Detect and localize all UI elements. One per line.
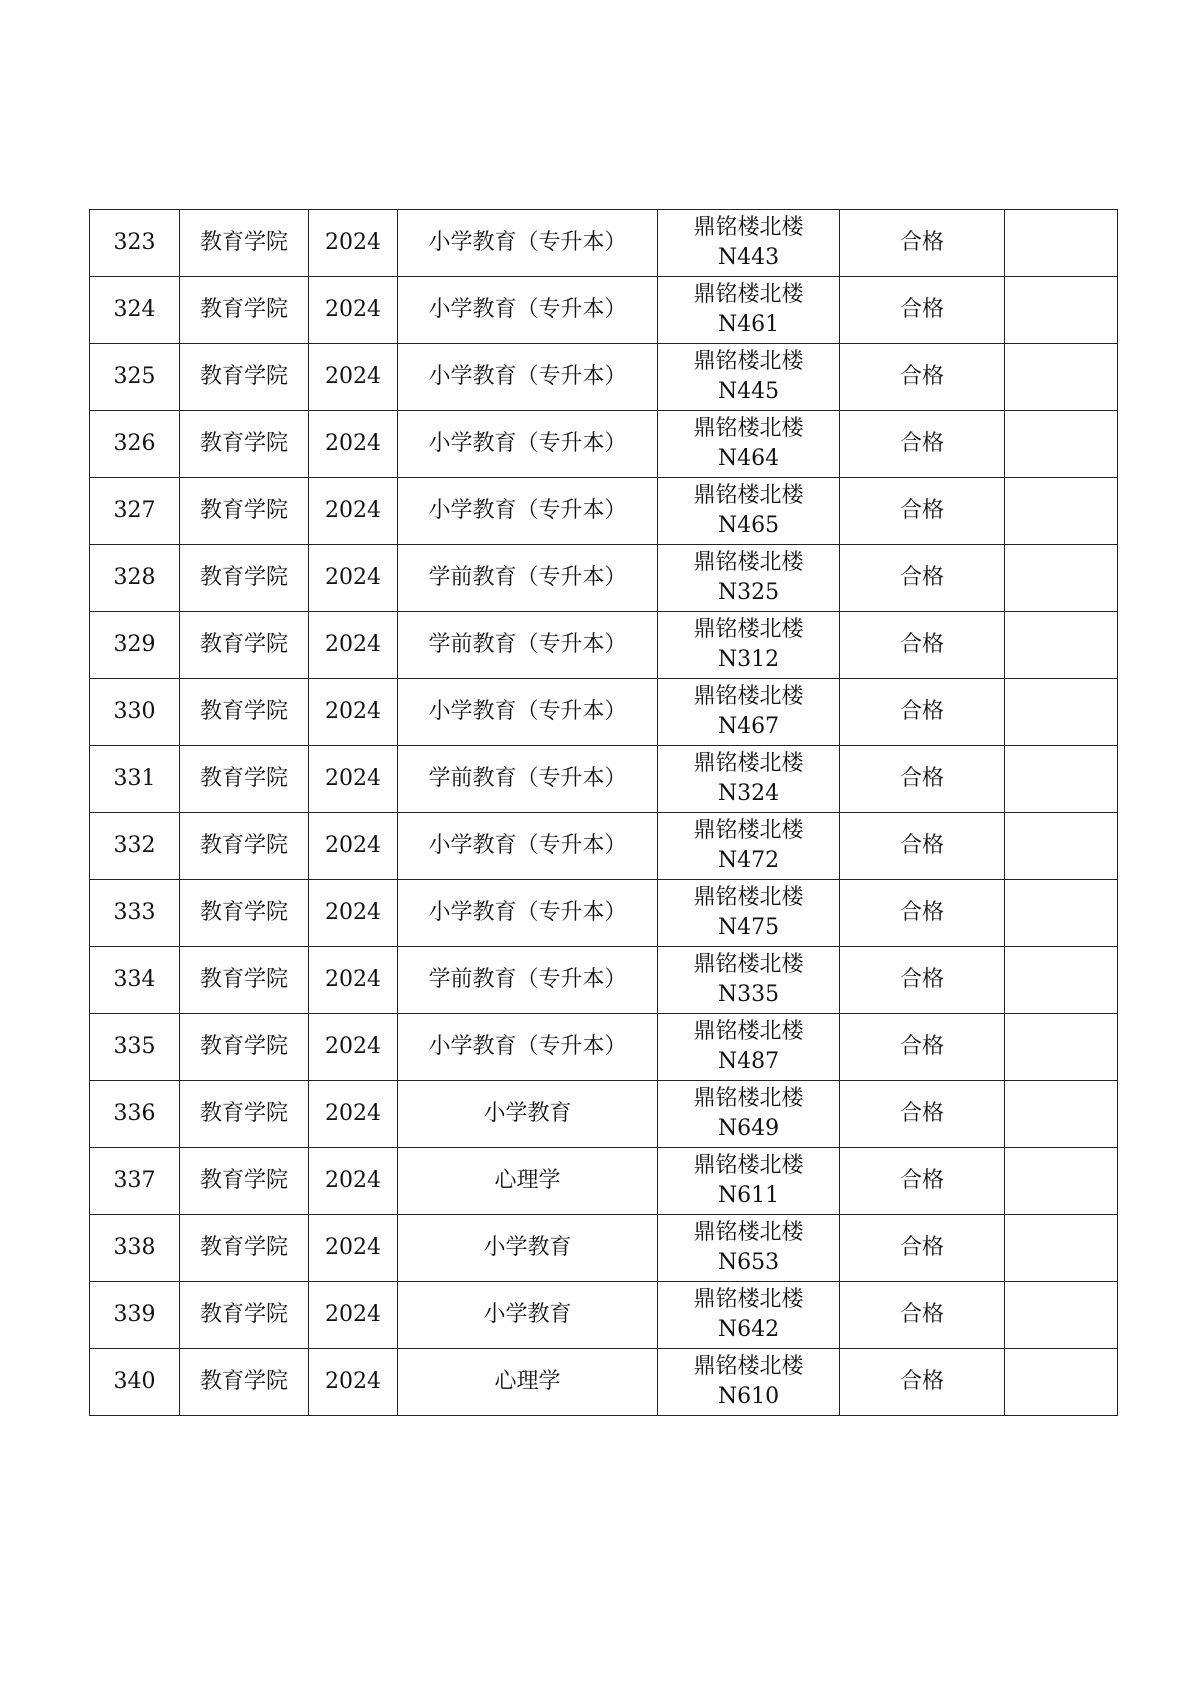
cell-remark	[1005, 1215, 1118, 1282]
cell-college: 教育学院	[180, 1081, 309, 1148]
cell-result: 合格	[840, 1282, 1005, 1349]
cell-remark	[1005, 277, 1118, 344]
cell-location	[658, 1081, 840, 1148]
cell-number: 330	[90, 679, 180, 746]
table-row	[90, 210, 1118, 277]
cell-major: 小学教育（专升本）	[398, 880, 658, 947]
cell-major: 心理学	[398, 1349, 658, 1416]
cell-year: 2024	[309, 679, 398, 746]
cell-number: 332	[90, 813, 180, 880]
cell-result: 合格	[840, 1148, 1005, 1215]
cell-college: 教育学院	[180, 344, 309, 411]
cell-result: 合格	[840, 478, 1005, 545]
table-row	[90, 880, 1118, 947]
cell-location	[658, 478, 840, 545]
location-building: 鼎铭楼北楼	[693, 818, 804, 843]
cell-result: 合格	[840, 612, 1005, 679]
cell-major: 小学教育	[398, 1282, 658, 1349]
cell-college: 教育学院	[180, 478, 309, 545]
cell-major: 小学教育（专升本）	[398, 813, 658, 880]
cell-major: 心理学	[398, 1148, 658, 1215]
cell-result: 合格	[840, 880, 1005, 947]
table-row	[90, 344, 1118, 411]
cell-college: 教育学院	[180, 1215, 309, 1282]
cell-college: 教育学院	[180, 612, 309, 679]
cell-major: 小学教育	[398, 1081, 658, 1148]
cell-college: 教育学院	[180, 746, 309, 813]
table-row	[90, 545, 1118, 612]
cell-year: 2024	[309, 478, 398, 545]
cell-remark	[1005, 210, 1118, 277]
cell-year: 2024	[309, 1148, 398, 1215]
location-building: 鼎铭楼北楼	[693, 684, 804, 709]
cell-number: 336	[90, 1081, 180, 1148]
cell-location	[658, 1014, 840, 1081]
table-row	[90, 813, 1118, 880]
cell-remark	[1005, 1148, 1118, 1215]
cell-number: 328	[90, 545, 180, 612]
cell-remark	[1005, 679, 1118, 746]
cell-major: 学前教育（专升本）	[398, 947, 658, 1014]
cell-year: 2024	[309, 1014, 398, 1081]
location-building: 鼎铭楼北楼	[693, 349, 804, 374]
cell-major: 小学教育（专升本）	[398, 411, 658, 478]
cell-college: 教育学院	[180, 1349, 309, 1416]
cell-year: 2024	[309, 277, 398, 344]
cell-year: 2024	[309, 1215, 398, 1282]
cell-location	[658, 1282, 840, 1349]
location-building: 鼎铭楼北楼	[693, 282, 804, 307]
cell-year: 2024	[309, 1081, 398, 1148]
cell-number: 335	[90, 1014, 180, 1081]
cell-remark	[1005, 1349, 1118, 1416]
cell-college: 教育学院	[180, 947, 309, 1014]
cell-number: 340	[90, 1349, 180, 1416]
cell-remark	[1005, 612, 1118, 679]
cell-remark	[1005, 1081, 1118, 1148]
cell-remark	[1005, 746, 1118, 813]
cell-college: 教育学院	[180, 880, 309, 947]
table-row	[90, 1081, 1118, 1148]
cell-number: 337	[90, 1148, 180, 1215]
location-building: 鼎铭楼北楼	[693, 1086, 804, 1111]
cell-number: 324	[90, 277, 180, 344]
cell-location	[658, 1215, 840, 1282]
table-row	[90, 478, 1118, 545]
location-building: 鼎铭楼北楼	[693, 1019, 804, 1044]
cell-major: 小学教育（专升本）	[398, 344, 658, 411]
location-building: 鼎铭楼北楼	[693, 1153, 804, 1178]
location-room: N610	[717, 1384, 780, 1409]
cell-major: 学前教育（专升本）	[398, 545, 658, 612]
location-room: N335	[717, 982, 780, 1007]
cell-location	[658, 277, 840, 344]
cell-result: 合格	[840, 344, 1005, 411]
cell-college: 教育学院	[180, 1014, 309, 1081]
location-room: N461	[717, 312, 780, 337]
cell-year: 2024	[309, 545, 398, 612]
cell-major: 小学教育	[398, 1215, 658, 1282]
cell-remark	[1005, 1014, 1118, 1081]
cell-location	[658, 210, 840, 277]
cell-year: 2024	[309, 880, 398, 947]
location-room: N443	[717, 245, 780, 270]
cell-college: 教育学院	[180, 813, 309, 880]
cell-remark	[1005, 947, 1118, 1014]
cell-location	[658, 1148, 840, 1215]
cell-college: 教育学院	[180, 545, 309, 612]
cell-year: 2024	[309, 344, 398, 411]
cell-result: 合格	[840, 1215, 1005, 1282]
location-room: N475	[717, 915, 780, 940]
table-row	[90, 1282, 1118, 1349]
location-room: N467	[717, 714, 780, 739]
cell-number: 331	[90, 746, 180, 813]
cell-year: 2024	[309, 411, 398, 478]
cell-college: 教育学院	[180, 1282, 309, 1349]
cell-location	[658, 679, 840, 746]
cell-remark	[1005, 545, 1118, 612]
cell-college: 教育学院	[180, 210, 309, 277]
location-building: 鼎铭楼北楼	[693, 416, 804, 441]
cell-location	[658, 746, 840, 813]
table-row	[90, 1148, 1118, 1215]
cell-result: 合格	[840, 813, 1005, 880]
cell-result: 合格	[840, 545, 1005, 612]
location-room: N464	[717, 446, 780, 471]
cell-major: 小学教育（专升本）	[398, 277, 658, 344]
cell-remark	[1005, 813, 1118, 880]
cell-number: 329	[90, 612, 180, 679]
cell-location	[658, 947, 840, 1014]
cell-result: 合格	[840, 947, 1005, 1014]
cell-result: 合格	[840, 1349, 1005, 1416]
location-building: 鼎铭楼北楼	[693, 617, 804, 642]
results-table	[89, 209, 1118, 1416]
location-room: N649	[717, 1116, 780, 1141]
cell-result: 合格	[840, 679, 1005, 746]
cell-result: 合格	[840, 411, 1005, 478]
cell-location	[658, 344, 840, 411]
table-row	[90, 947, 1118, 1014]
cell-major: 学前教育（专升本）	[398, 612, 658, 679]
cell-number: 325	[90, 344, 180, 411]
table-row	[90, 1349, 1118, 1416]
cell-result: 合格	[840, 277, 1005, 344]
table-row	[90, 679, 1118, 746]
location-room: N487	[717, 1049, 780, 1074]
cell-result: 合格	[840, 1014, 1005, 1081]
cell-remark	[1005, 478, 1118, 545]
location-building: 鼎铭楼北楼	[693, 952, 804, 977]
cell-location	[658, 545, 840, 612]
table-row	[90, 411, 1118, 478]
location-building: 鼎铭楼北楼	[693, 1220, 804, 1245]
cell-year: 2024	[309, 612, 398, 679]
location-building: 鼎铭楼北楼	[693, 885, 804, 910]
cell-major: 小学教育（专升本）	[398, 679, 658, 746]
cell-number: 323	[90, 210, 180, 277]
location-building: 鼎铭楼北楼	[693, 1354, 804, 1379]
cell-location	[658, 1349, 840, 1416]
cell-year: 2024	[309, 1349, 398, 1416]
location-room: N472	[717, 848, 780, 873]
cell-major: 小学教育（专升本）	[398, 210, 658, 277]
cell-location	[658, 612, 840, 679]
cell-college: 教育学院	[180, 1148, 309, 1215]
cell-major: 小学教育（专升本）	[398, 1014, 658, 1081]
location-room: N325	[717, 580, 780, 605]
cell-number: 327	[90, 478, 180, 545]
cell-location	[658, 880, 840, 947]
cell-year: 2024	[309, 947, 398, 1014]
location-building: 鼎铭楼北楼	[693, 550, 804, 575]
location-building: 鼎铭楼北楼	[693, 1287, 804, 1312]
cell-remark	[1005, 880, 1118, 947]
cell-number: 338	[90, 1215, 180, 1282]
cell-year: 2024	[309, 746, 398, 813]
cell-major: 小学教育（专升本）	[398, 478, 658, 545]
cell-remark	[1005, 344, 1118, 411]
location-building: 鼎铭楼北楼	[693, 483, 804, 508]
cell-year: 2024	[309, 210, 398, 277]
cell-result: 合格	[840, 746, 1005, 813]
cell-college: 教育学院	[180, 411, 309, 478]
cell-result: 合格	[840, 210, 1005, 277]
cell-location	[658, 411, 840, 478]
table-row	[90, 1014, 1118, 1081]
location-room: N465	[717, 513, 780, 538]
table-body	[90, 210, 1118, 1416]
location-room: N642	[717, 1317, 780, 1342]
cell-number: 333	[90, 880, 180, 947]
location-building: 鼎铭楼北楼	[693, 751, 804, 776]
cell-major: 学前教育（专升本）	[398, 746, 658, 813]
location-room: N445	[717, 379, 780, 404]
cell-year: 2024	[309, 1282, 398, 1349]
cell-location	[658, 813, 840, 880]
location-room: N653	[717, 1250, 780, 1275]
cell-college: 教育学院	[180, 277, 309, 344]
cell-number: 339	[90, 1282, 180, 1349]
location-room: N611	[717, 1183, 780, 1208]
table-row	[90, 277, 1118, 344]
cell-college: 教育学院	[180, 679, 309, 746]
cell-number: 334	[90, 947, 180, 1014]
cell-number: 326	[90, 411, 180, 478]
cell-result: 合格	[840, 1081, 1005, 1148]
table-row	[90, 612, 1118, 679]
location-room: N312	[717, 647, 780, 672]
table-row	[90, 1215, 1118, 1282]
cell-year: 2024	[309, 813, 398, 880]
cell-remark	[1005, 1282, 1118, 1349]
cell-remark	[1005, 411, 1118, 478]
table-row	[90, 746, 1118, 813]
location-building: 鼎铭楼北楼	[693, 215, 804, 240]
location-room: N324	[717, 781, 780, 806]
